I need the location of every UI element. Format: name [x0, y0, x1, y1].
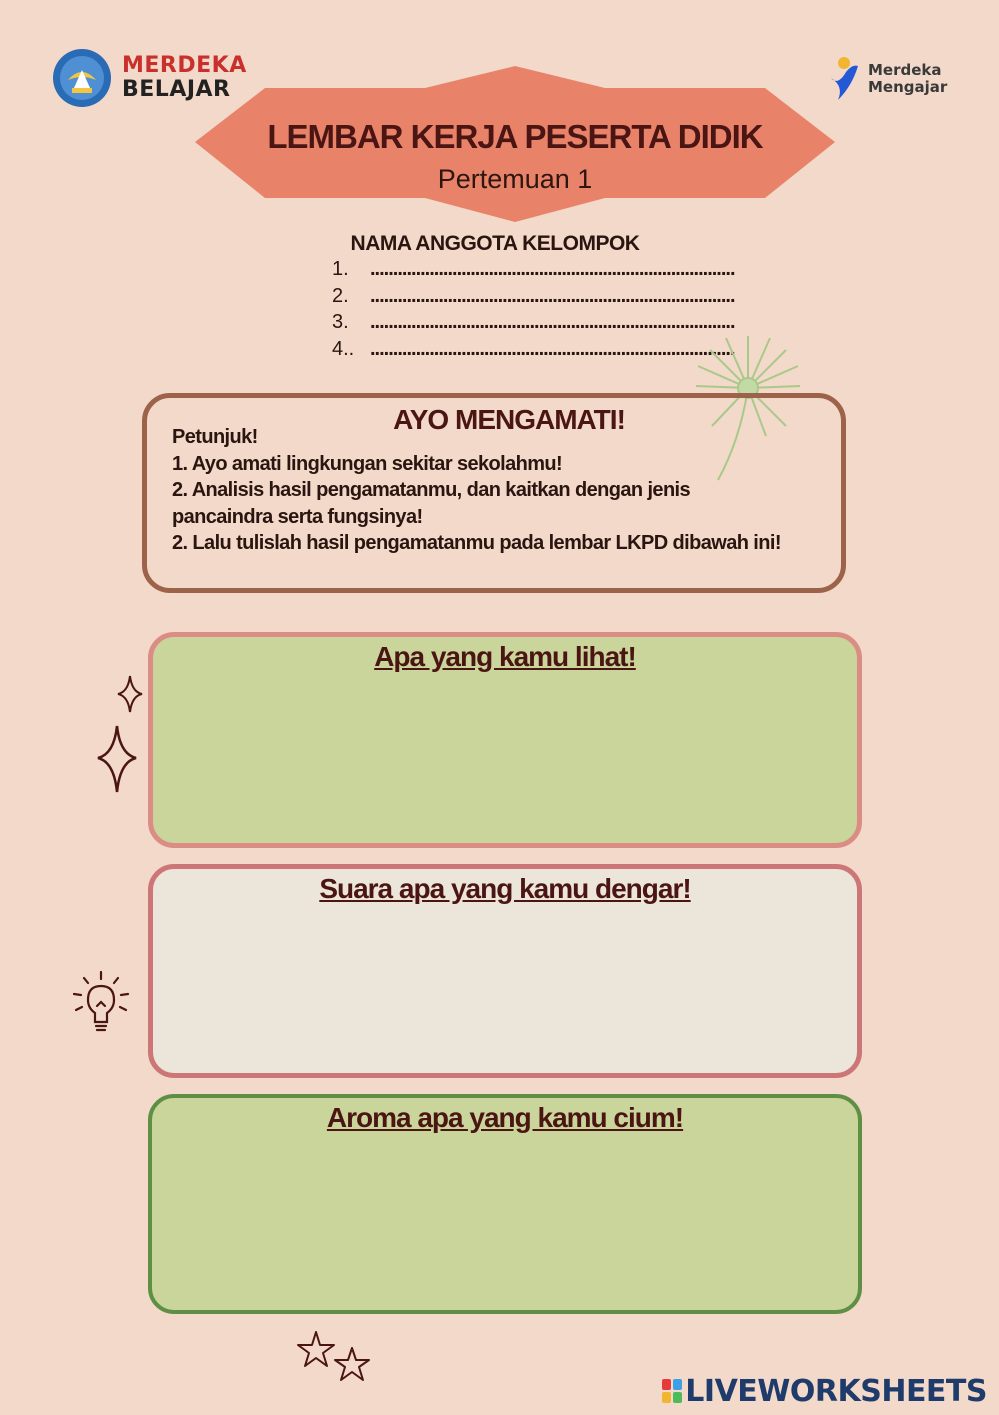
cube-tile	[662, 1379, 671, 1390]
answer-input-area[interactable]	[167, 921, 843, 1059]
member-row[interactable]	[330, 309, 735, 336]
answer-box-heading: Aroma apa yang kamu cium!	[326, 1102, 684, 1133]
logo-right-line2: Mengajar	[868, 78, 948, 96]
instruction-box	[142, 393, 846, 593]
answer-box-smell	[148, 1094, 862, 1314]
group-members-section	[330, 232, 735, 362]
instruction-label: Petunjuk!	[172, 426, 258, 448]
answer-box-see	[148, 632, 862, 848]
cube-tile	[673, 1379, 682, 1390]
member-number: 1.	[332, 258, 349, 280]
members-heading: NAMA ANGGOTA KELOMPOK	[350, 232, 640, 255]
lightbulb-icon	[70, 970, 132, 1036]
page-title: LEMBAR KERJA PESERTA DIDIK	[267, 118, 763, 155]
member-name-line: ................................................................................	[370, 311, 735, 333]
logo-right-line1: Merdeka	[868, 61, 942, 79]
instruction-line: 1. Ayo amati lingkungan sekitar sekolahmu!	[172, 452, 563, 475]
member-name-line: ................................................................................	[370, 258, 735, 280]
liveworksheets-brand	[662, 1374, 987, 1408]
page-subtitle: Pertemuan 1	[437, 164, 593, 194]
member-name-line: ................................................................................	[370, 284, 735, 307]
answer-input-area[interactable]	[167, 689, 843, 829]
instruction-title: AYO MENGAMATI!	[393, 404, 625, 435]
logo-left-line1: MERDEKA	[122, 53, 247, 78]
member-name-line: ................................................................................	[370, 337, 735, 360]
answer-box-hear	[148, 864, 862, 1078]
answer-box-heading: Apa yang kamu lihat!	[374, 641, 636, 672]
cube-tile	[673, 1392, 682, 1403]
tut-wuri-handayani-emblem-icon	[52, 48, 112, 108]
merdeka-mengajar-logo	[828, 56, 968, 106]
stars-icon	[294, 1330, 374, 1384]
answer-box-heading: Suara apa yang kamu dengar!	[319, 873, 691, 904]
logo-left-line2: BELAJAR	[122, 77, 231, 102]
member-number: 3.	[332, 311, 349, 333]
member-row[interactable]	[330, 256, 735, 283]
cube-tile	[662, 1392, 671, 1403]
instruction-line: 2. Analisis hasil pengamatanmu, dan kaitkan dengan jenis pancaindra serta fungsinya!	[172, 479, 691, 528]
sparkle-large-icon	[96, 724, 138, 794]
liveworksheets-wordmark: LIVEWORKSHEETS	[685, 1373, 987, 1409]
sparkle-small-icon	[116, 674, 144, 714]
liveworksheets-cube-icon	[662, 1379, 682, 1403]
member-number: 2.	[332, 284, 349, 307]
answer-input-area[interactable]	[166, 1150, 844, 1296]
instruction-line: 2. Lalu tulislah hasil pengamatanmu pada lembar LKPD dibawah ini!	[172, 532, 781, 554]
member-number: 4..	[332, 337, 355, 360]
member-row[interactable]	[330, 336, 735, 363]
title-banner	[195, 66, 835, 222]
member-row[interactable]	[330, 283, 735, 310]
